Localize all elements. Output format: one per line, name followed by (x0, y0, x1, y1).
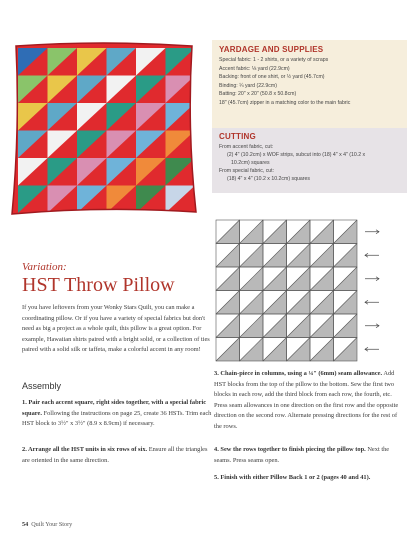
step-3-lead: 3. Chain-piece in columns, using a ¼" (6mm) seam allowance. (214, 370, 383, 377)
supply-line: Backing: front of one shirt, or ½ yard (45.7cm) (219, 74, 325, 81)
supply-line: Accent fabric: ⅛ yard (22.9cm) (219, 65, 290, 72)
step-4 (214, 445, 404, 466)
supplies-heading: YARDAGE AND SUPPLIES (219, 45, 324, 54)
step-3 (214, 369, 404, 432)
step-1 (22, 398, 212, 430)
step-2-text: Ensure all the triangles are oriented in the same direction. (22, 446, 208, 464)
page-footer (22, 521, 72, 528)
step-2-lead: 2. Arrange all the HST units in six rows of six. (22, 446, 148, 453)
supply-line: Binding: ¼ yard (22.9cm) (219, 82, 277, 89)
variation-label: Variation: (22, 261, 67, 273)
yardage-supplies-box (212, 40, 407, 128)
cutting-line: From accent fabric, cut: (219, 144, 274, 150)
section-title: HST Throw Pillow (22, 274, 175, 296)
assembly-heading: Assembly (22, 381, 62, 391)
cutting-heading: CUTTING (219, 132, 256, 141)
step-4-text: Next the seams. Press seams open. (214, 446, 390, 464)
cutting-line: 10.2cm) squares (231, 160, 270, 166)
supply-line: Batting: 20" x 20" (50.8 x 50.8cm) (219, 91, 297, 98)
step-1-lead: 1. Pair each accent square, right sides together, with a special fabric square. (22, 399, 207, 417)
cutting-line: (18) 4" x 4" (10.2 x 10.2cm) squares (227, 176, 310, 182)
cutting-line: From special fabric, cut: (219, 168, 275, 174)
step-5 (214, 473, 404, 484)
page-number: 54 (22, 521, 29, 528)
book-title: Quilt Your Story (31, 521, 73, 528)
cutting-line: (2) 4" (10.2cm) x WOF strips, subcut into (18) 4" x 4" (10.2 x (227, 152, 366, 158)
hst-piecing-diagram (214, 218, 394, 368)
cutting-box (212, 128, 407, 193)
step-5-lead: 5. Finish with either Pillow Back 1 or 2 (pages 40 and 41). (214, 474, 371, 481)
step-4-lead: 4. Sew the rows together to finish piecing the pillow top. (214, 446, 366, 453)
supply-line: Special fabric: 1 - 2 shirts, or a variety of scraps (219, 57, 329, 63)
step-3-text: Add HST blocks from the top of the pillow to the bottom. Sew the first two blocks in each row, add the third block from each row, the fourth, etc. Press seam allowances in one direction on the first row and the opposite direction on the second row. Alternate pressing directions for the rest of the rows. (214, 370, 399, 430)
step-2 (22, 445, 212, 466)
intro-paragraph: If you have leftovers from your Wonky Stars Quilt, you can make a coordinating pillow. Or if you have a variety of special fabrics but don't need as big a project as a whole quilt, this pillow is a great option. For example, Hawaiian shirts paired with a bright solid, or a collection of ties paired with a solid silk or taffeta, make a colorful accent in any room! (22, 304, 210, 353)
pillow-photo (4, 40, 202, 218)
step-1-text: Following the instructions on page 25, create 36 HSTs. Trim each HST block to 3½" x 3½" (8.9 x 8.9cm) if necessary. (22, 409, 212, 427)
supply-line: 18" (45.7cm) zipper in a matching color to the main fabric (219, 99, 351, 106)
